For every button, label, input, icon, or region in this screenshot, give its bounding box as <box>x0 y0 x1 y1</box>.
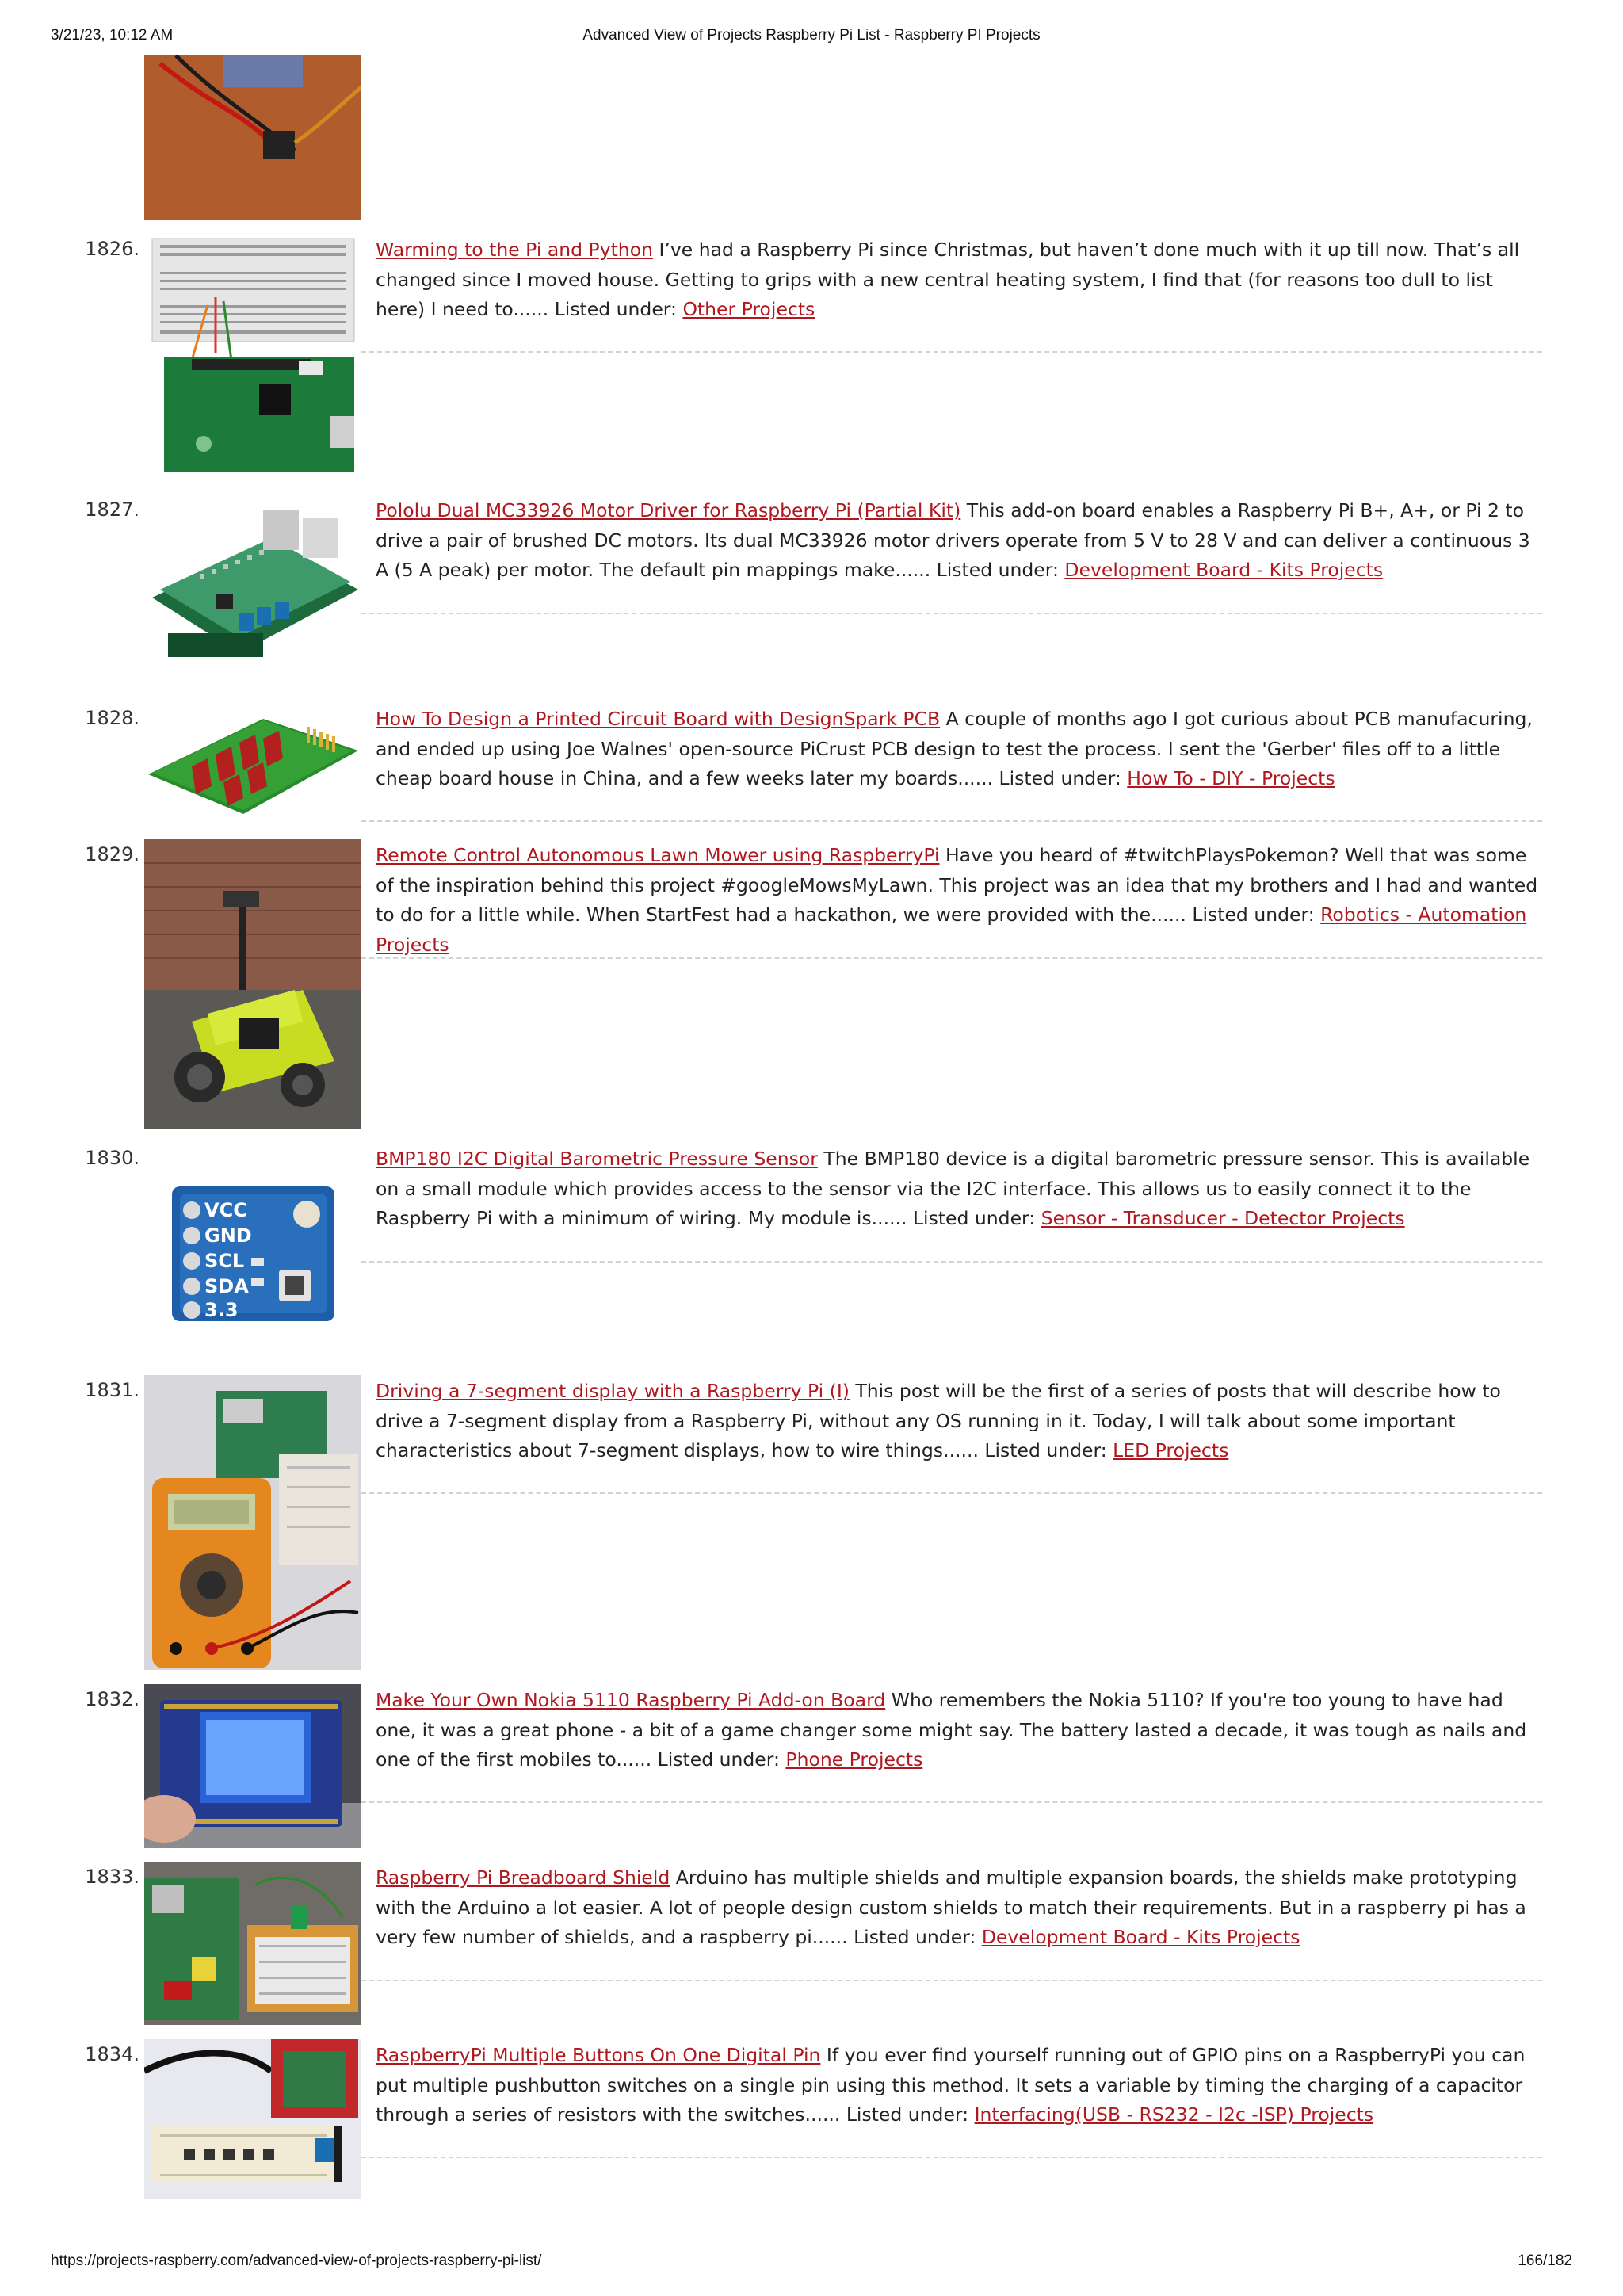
entry-number: 1827. <box>85 499 139 521</box>
entry-number: 1831. <box>85 1379 139 1401</box>
listed-under-label: Listed under: <box>984 1439 1107 1461</box>
divider <box>361 1261 1542 1263</box>
breadboard-shield-icon <box>144 1862 361 2025</box>
print-header <box>51 27 1572 48</box>
entry-text <box>376 496 1542 586</box>
category-link[interactable]: Interfacing(USB - RS232 - I2c -ISP) Projects <box>974 2103 1374 2126</box>
pin-label: VCC <box>204 1199 247 1221</box>
motor-driver-board-icon <box>144 495 361 690</box>
entry-number: 1832. <box>85 1688 139 1710</box>
entry-text <box>376 841 1542 960</box>
entry-description: This add-on board enables a Raspberry Pi B+, A+, or Pi 2 to drive a pair of brushed DC motors. Its dual MC33926 motor drivers operate from 5 V to 28 V and can deliver a continuous 3 A (5 A peak) per motor. The default pin mappings make...... <box>376 499 1530 581</box>
entry-number: 1828. <box>85 707 139 729</box>
category-link[interactable]: Sensor - Transducer - Detector Projects <box>1041 1207 1405 1229</box>
entry-number: 1826. <box>85 238 139 260</box>
listed-under-label: Listed under: <box>999 767 1121 789</box>
entry-description: The BMP180 device is a digital barometric pressure sensor. This is available on a small module which provides access to the sensor via the I2C interface. This allows us to easily connect it to the Raspberry Pi with a minimum of wiring. My module is...... <box>376 1148 1530 1229</box>
divider <box>361 613 1542 614</box>
entry-title-link[interactable]: Warming to the Pi and Python <box>376 239 653 261</box>
entry-text <box>376 2041 1542 2130</box>
listed-under-label: Listed under: <box>1192 904 1315 926</box>
category-link[interactable]: Development Board - Kits Projects <box>1064 559 1384 581</box>
lcd-screen-board-icon <box>144 1684 361 1848</box>
category-link[interactable]: Robotics - Automation Projects <box>376 904 1527 956</box>
entry-title-link[interactable]: Remote Control Autonomous Lawn Mower using RaspberryPi <box>376 844 940 866</box>
pin-label: 3.3 <box>204 1299 239 1321</box>
pin-label: SCL <box>204 1250 245 1272</box>
entry-title-link[interactable]: How To Design a Printed Circuit Board with DesignSpark PCB <box>376 708 941 730</box>
category-link[interactable]: Other Projects <box>682 298 815 320</box>
category-link[interactable]: Development Board - Kits Projects <box>981 1926 1300 1948</box>
entry-title-link[interactable]: BMP180 I2C Digital Barometric Pressure Sensor <box>376 1148 818 1170</box>
entry-description: If you ever find yourself running out of GPIO pins on a RaspberryPi you can put multiple pushbutton switches on a single pin using this method. It sets a variable by timing the charging of a capacitor through a series of resistors with the switches...... <box>376 2044 1526 2126</box>
divider <box>361 820 1542 822</box>
entry-description: I’ve had a Raspberry Pi since Christmas, but haven’t done much with it up till now. That’s all changed since I moved house. Getting to grips with a new central heating system, I find that (for reasons too dull to list here) I need to...... <box>376 239 1520 320</box>
previous-entry-thumbnail <box>144 55 361 220</box>
listed-under-label: Listed under: <box>936 559 1059 581</box>
entry-description: Who remembers the Nokia 5110? If you're too young to have had one, it was a great phone - a bit of a game changer some might say. The battery lasted a decade, it was tough as nails and one of the first mobiles to...... <box>376 1689 1527 1771</box>
entry-number: 1833. <box>85 1866 139 1888</box>
entry-title-link[interactable]: Driving a 7-segment display with a Raspberry Pi (I) <box>376 1380 850 1402</box>
entry-text <box>376 705 1542 794</box>
divider <box>361 351 1542 353</box>
listed-under-label: Listed under: <box>912 1207 1036 1229</box>
print-footer <box>51 2252 1572 2273</box>
page-title: Advanced View of Projects Raspberry Pi List - Raspberry PI Projects <box>582 27 1041 44</box>
listed-under-label: Listed under: <box>554 298 677 320</box>
entry-text <box>376 1144 1542 1234</box>
divider <box>361 957 1542 959</box>
entry-number: 1834. <box>85 2043 139 2065</box>
page-url: https://projects-raspberry.com/advanced-view-of-projects-raspberry-pi-list/ <box>51 2252 542 2269</box>
pushbutton-breadboard-icon <box>144 2039 361 2199</box>
divider <box>361 2157 1542 2158</box>
listed-under-label: Listed under: <box>854 1926 976 1948</box>
category-link[interactable]: How To - DIY - Projects <box>1127 767 1335 789</box>
entry-number: 1829. <box>85 843 139 865</box>
pin-label: SDA <box>204 1275 249 1297</box>
entry-description: Have you heard of #twitchPlaysPokemon? Well that was some of the inspiration behind this project #googleMowsMyLawn. This project was an idea that my brothers and I had and wanted to do for a little while. When StartFest had a hackathon, we were provided with the...... <box>376 844 1538 926</box>
entry-title-link[interactable]: Pololu Dual MC33926 Motor Driver for Raspberry Pi (Partial Kit) <box>376 499 961 521</box>
page-number: 166/182 <box>1518 2252 1572 2269</box>
entry-description: This post will be the first of a series of posts that will describe how to drive a 7-segment display from a Raspberry Pi, without any OS running in it. Today, I will talk about some important characteristics about 7-segment displays, how to wire things...... <box>376 1380 1501 1461</box>
entry-description: A couple of months ago I got curious about PCB manufacuring, and ended up using Joe Walnes' open-source PiCrust PCB design to test the process. I sent the 'Gerber' files off to a little cheap board house in China, and a few weeks later my boards...... <box>376 708 1533 789</box>
divider <box>361 1980 1542 1981</box>
listed-under-label: Listed under: <box>846 2103 969 2126</box>
category-link[interactable]: LED Projects <box>1113 1439 1229 1461</box>
breadboard-raspberry-pi-diagram-icon <box>144 234 361 476</box>
entry-description: Arduino has multiple shields and multiple expansion boards, the shields make prototyping with the Arduino a lot easier. A lot of people design custom shields to match their requirements. But in a raspberry pi has a very few number of shields, and a raspberry pi...... <box>376 1866 1526 1948</box>
entry-title-link[interactable]: Raspberry Pi Breadboard Shield <box>376 1866 670 1889</box>
divider <box>361 1492 1542 1494</box>
entry-number: 1830. <box>85 1147 139 1169</box>
multimeter-icon <box>144 1375 361 1670</box>
entry-title-link[interactable]: RaspberryPi Multiple Buttons On One Digital Pin <box>376 2044 821 2066</box>
entry-text <box>376 1863 1542 1953</box>
lawn-mower-robot-icon <box>144 839 361 1129</box>
entry-title-link[interactable]: Make Your Own Nokia 5110 Raspberry Pi Add-on Board <box>376 1689 886 1711</box>
sensor-module-icon <box>144 1143 361 1360</box>
print-datetime: 3/21/23, 10:12 AM <box>51 27 174 44</box>
category-link[interactable]: Phone Projects <box>785 1748 923 1771</box>
pin-label: GND <box>204 1224 252 1247</box>
entry-text <box>376 235 1542 325</box>
entry-text <box>376 1686 1542 1775</box>
listed-under-label: Listed under: <box>657 1748 780 1771</box>
pcb-render-icon <box>144 703 361 826</box>
divider <box>361 1801 1542 1803</box>
entry-text <box>376 1377 1542 1466</box>
